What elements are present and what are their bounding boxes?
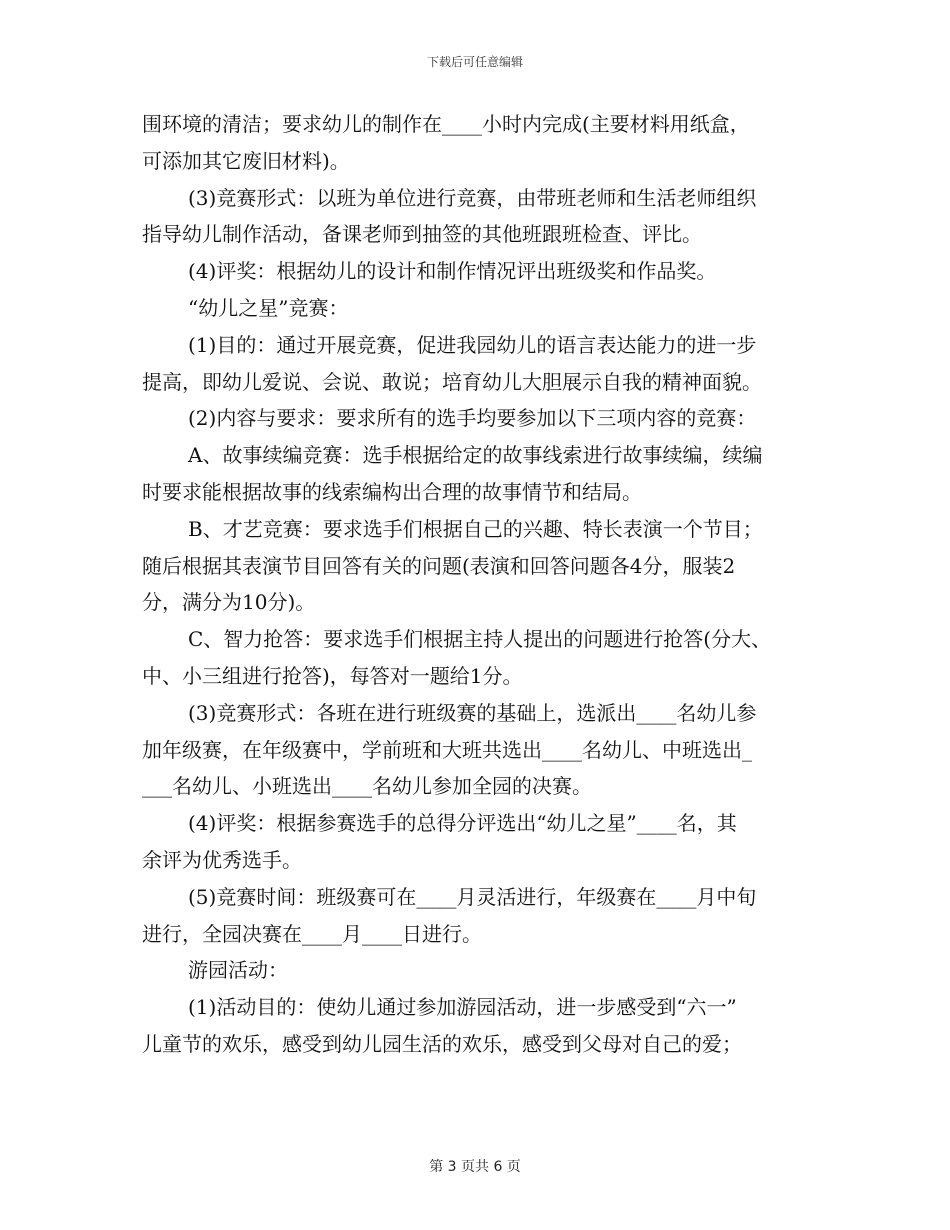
body-text-line: (1)目的：通过开展竞赛，促进我园幼儿的语言表达能力的进一步 bbox=[188, 332, 757, 357]
body-text-line: 围环境的清洁；要求幼儿的制作在____小时内完成(主要材料用纸盒， bbox=[142, 112, 750, 136]
body-text-line: 指导幼儿制作活动，备课老师到抽签的其他班跟班检查、评比。 bbox=[142, 222, 702, 247]
body-text-line: (2)内容与要求：要求所有的选手均要参加以下三项内容的竞赛： bbox=[188, 406, 757, 431]
body-text-line: 时要求能根据故事的线索编构出合理的故事情节和结局。 bbox=[142, 479, 642, 504]
body-text-line: (3)竞赛形式：各班在进行班级赛的基础上，选派出____名幼儿参 bbox=[188, 700, 757, 725]
body-text-line: (4)评奖：根据参赛选手的总得分评选出“幼儿之星”____名，其 bbox=[188, 811, 737, 836]
body-text-line: “幼儿之星”竞赛： bbox=[188, 295, 349, 320]
body-text-line: A、故事续编竞赛：选手根据给定的故事线索进行故事续编，续编 bbox=[188, 443, 763, 468]
page-header: 下载后可任意编辑 bbox=[426, 55, 523, 69]
body-text-line: 余评为优秀选手。 bbox=[142, 847, 302, 872]
body-text-line: 分，满分为10分)。 bbox=[142, 590, 316, 615]
document-body bbox=[142, 106, 810, 1063]
body-text-line: (3)竞赛形式：以班为单位进行竞赛，由带班老师和生活老师组织 bbox=[188, 185, 757, 210]
body-text-line: (1)活动目的：使幼儿通过参加游园活动，进一步感受到“六一” bbox=[188, 995, 737, 1020]
body-text-line: 提高，即幼儿爱说、会说、敢说；培育幼儿大胆展示自我的精神面貌。 bbox=[142, 369, 762, 394]
page-footer: 第 3 页共 6 页 bbox=[429, 1159, 521, 1175]
body-text-line: (4)评奖：根据幼儿的设计和制作情况评出班级奖和作品奖。 bbox=[188, 259, 717, 284]
body-text-line: 进行，全园决赛在____月____日进行。 bbox=[142, 921, 482, 946]
body-text-line: 可添加其它废旧材料)。 bbox=[142, 148, 350, 173]
body-text-line: 游园活动： bbox=[188, 958, 288, 983]
body-text-line: ___名幼儿、小班选出____名幼儿参加全园的决赛。 bbox=[142, 774, 592, 799]
body-text-line: (5)竞赛时间：班级赛可在____月灵活进行，年级赛在____月中旬 bbox=[188, 884, 757, 909]
body-text-line: 儿童节的欢乐，感受到幼儿园生活的欢乐，感受到父母对自己的爱； bbox=[142, 1031, 742, 1056]
body-text-line: 加年级赛，在年级赛中，学前班和大班共选出____名幼儿、中班选出_ bbox=[142, 737, 752, 762]
body-text-line: B、才艺竞赛：要求选手们根据自己的兴趣、特长表演一个节目； bbox=[188, 516, 763, 541]
body-text-line: 中、小三组进行抢答)，每答对一题给1分。 bbox=[142, 663, 523, 688]
body-text-line: C、智力抢答：要求选手们根据主持人提出的问题进行抢答(分大、 bbox=[188, 627, 772, 652]
body-text-line: 随后根据其表演节目回答有关的问题(表演和回答问题各4分，服装2 bbox=[142, 553, 736, 578]
